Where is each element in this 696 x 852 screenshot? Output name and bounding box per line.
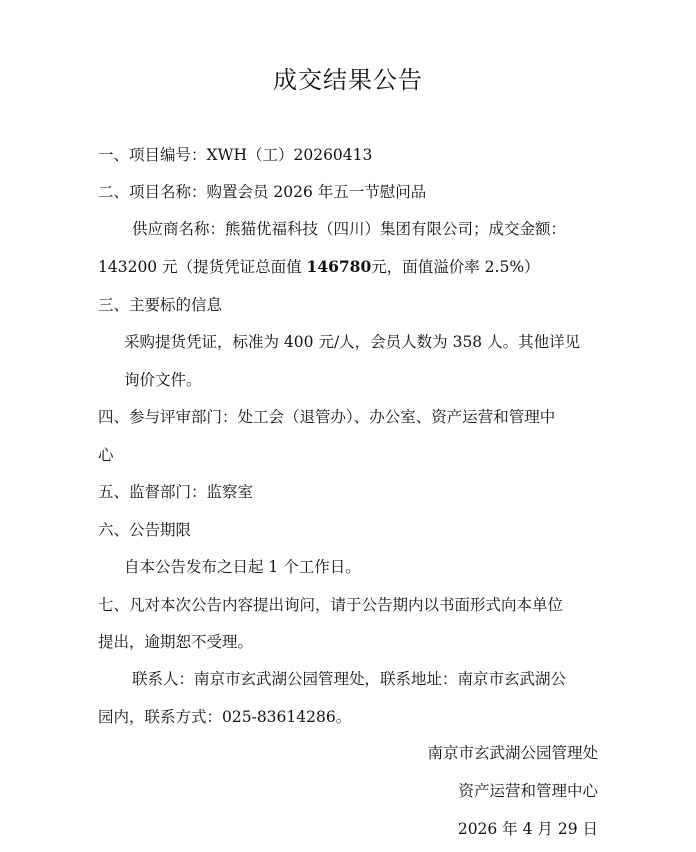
- main-items-detail-2: 询价文件。: [124, 371, 202, 389]
- page-title: 成交结果公告: [273, 66, 423, 94]
- main-items-heading: 三、主要标的信息: [98, 296, 223, 314]
- inquiry-notice-1: 七、凡对本次公告内容提出询问，请于公告期内以书面形式向本单位: [98, 596, 564, 614]
- project-name: 二、项目名称：购置会员 2026 年五一节慰问品: [98, 183, 427, 201]
- supplier-line-2: [98, 255, 540, 279]
- supervision-department: 五、监督部门：监察室: [98, 483, 254, 501]
- review-departments-2: 心: [98, 446, 114, 464]
- supplier-face-value: 146780: [306, 257, 372, 276]
- project-number: 一、项目编号：XWH（工）20260413: [98, 146, 373, 164]
- announcement-period-detail: 自本公告发布之日起 1 个工作日。: [124, 558, 361, 576]
- contact-line-2: 园内，联系方式：025-83614286。: [98, 708, 352, 726]
- supplier-premium-text: 元，面值溢价率 2.5%）: [371, 258, 540, 276]
- announcement-period-heading: 六、公告期限: [98, 521, 192, 539]
- contact-line-1: 联系人：南京市玄武湖公园管理处，联系地址：南京市玄武湖公: [132, 670, 567, 688]
- review-departments-1: 四、参与评审部门：处工会（退管办）、办公室、资产运营和管理中: [98, 408, 556, 426]
- signature-date: 2026 年 4 月 29 日: [457, 820, 598, 838]
- main-items-detail-1: 采购提货凭证，标准为 400 元/人，会员人数为 358 人。其他详见: [124, 333, 581, 351]
- signature-dept: 资产运营和管理中心: [458, 782, 598, 800]
- supplier-amount-text: 143200 元（提货凭证总面值: [98, 258, 307, 276]
- signature-org: 南京市玄武湖公园管理处: [427, 744, 598, 762]
- inquiry-notice-2: 提出，逾期恕不受理。: [98, 633, 254, 651]
- supplier-line-1: 供应商名称：熊猫优福科技（四川）集团有限公司；成交金额：: [132, 220, 567, 238]
